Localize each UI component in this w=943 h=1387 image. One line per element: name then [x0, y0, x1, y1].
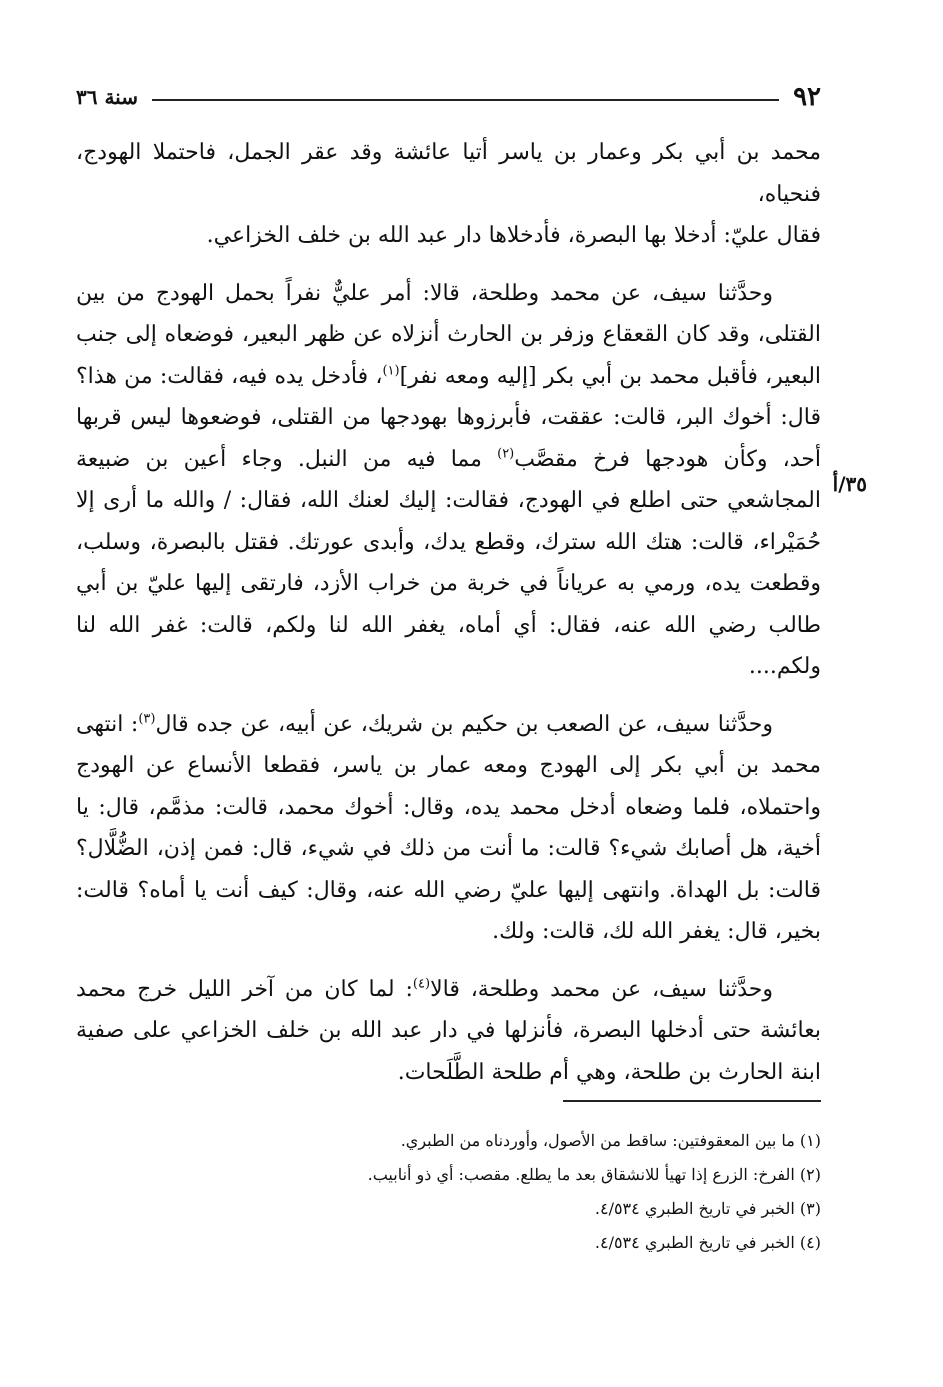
paragraph-4-text-b: : لما كان من آخر الليل خرج محمد بعائشة حتى أدخلها البصرة، فأنزلها في دار عبد الله بن خلف الخزاعي على صفية ابنة الحارث بن طلحة، وهي أم طلحة الطَّلَحات.	[76, 976, 821, 1085]
paragraph-1-line-2: فقال عليّ: أدخلا بها البصرة، فأدخلاها دار عبد الله بن خلف الخزاعي.	[206, 223, 821, 248]
footnote-4: (٤) الخبر في تاريخ الطبري ٤/٥٣٤.	[594, 1233, 821, 1252]
paragraph-2-text-b: ، فأدخل يده فيه، فقالت: من هذا؟ قال: أخوك البر، قالت: عققت، فأبرزوها بهودجها من القتلى، فوضعوها ليس قربها أحد، وكأن هودجها فرخ مقصَّب	[76, 363, 821, 472]
footnote-1: (١) ما بين المعقوفتين: ساقط من الأصول، وأوردناه من الطبري.	[400, 1131, 821, 1150]
paragraph-4-text-a: وحدَّثنا سيف، عن محمد وطلحة، قالا	[430, 976, 773, 1002]
main-text	[76, 132, 821, 1093]
footnote-ref-3: (٣)	[138, 711, 156, 727]
running-title: سنة ٣٦	[76, 85, 138, 109]
footnote-2: (٢) الفرخ: الزرع إذا تهيأ للانشقاق بعد ما يطلع. مقصب: أي ذو أنابيب.	[367, 1165, 821, 1184]
paragraph-1-line-1: محمد بن أبي بكر وعمار بن ياسر أتيا عائشة وقد عقر الجمل، فاحتملا الهودج، فنحياه،	[76, 140, 821, 207]
footnotes	[150, 1124, 821, 1260]
footnote-ref-1: (١)	[382, 363, 400, 379]
footnote-ref-4: (٤)	[412, 976, 431, 992]
paragraph-4	[76, 969, 821, 1094]
header-rule	[152, 99, 779, 101]
footnote-separator	[563, 1100, 821, 1102]
paragraph-2-text-c: مما فيه من النبل. وجاء أعين بن ضبيعة المجاشعي حتى اطلع في الهودج، فقالت: إليك لعنك الله، فقال: / والله ما أرى إلا حُمَيْراء، قالت: هتك الله سترك، وقطع يدك، وأبدى عورتك. فقتل بالبصرة، وسلب، وقطعت يده، ورمي به عرياناً في خربة من خراب الأزد، فارتقى إليها عليّ بن أبي طالب رضي الله عنه، فقال: أي أماه، يغفر الله لنا ولكم، قالت: غفر الله لنا ولكم....	[76, 446, 821, 679]
page-number: ٩٢	[793, 82, 821, 112]
paragraph-3-text-a: وحدَّثنا سيف، عن الصعب بن حكيم بن شريك، عن أبيه، عن جده قال	[155, 711, 773, 737]
running-header	[76, 80, 821, 114]
footnote-3: (٣) الخبر في تاريخ الطبري ٤/٥٣٤.	[594, 1199, 821, 1218]
paragraph-2-text-a: وحدَّثنا سيف، عن محمد وطلحة، قالا: أمر عليٌّ نفراً بحمل الهودج من بين القتلى، وقد كان القعقاع وزفر بن الحارث أنزلاه عن ظهر البعير، فوضعاه إلى جنب البعير، فأقبل محمد بن أبي بكر [إليه ومعه نفر]	[76, 280, 822, 389]
margin-folio-note: ٣٥/أ	[832, 472, 867, 496]
paragraph-1	[76, 132, 821, 257]
footnote-ref-2: (٢)	[497, 446, 515, 462]
paragraph-3	[76, 704, 821, 953]
paragraph-3-text-b: : انتهى محمد بن أبي بكر إلى الهودج ومعه عمار بن ياسر، فقطعا الأنساع عن الهودج واحتملاه، فلما وضعاه أدخل محمد يده، وقال: أخوك محمد، قالت: مذمَّم، قال: يا أخية، هل أصابك شيء؟ قالت: ما أنت من ذلك في شيء، قال: فمن إذن، الضُّلَّال؟ قالت: بل الهداة. وانتهى إليها عليّ رضي الله عنه، وقال: كيف أنت يا أماه؟ قالت: بخير، قال: يغفر الله لك، قالت: ولك.	[76, 711, 821, 944]
paragraph-2	[76, 273, 821, 688]
